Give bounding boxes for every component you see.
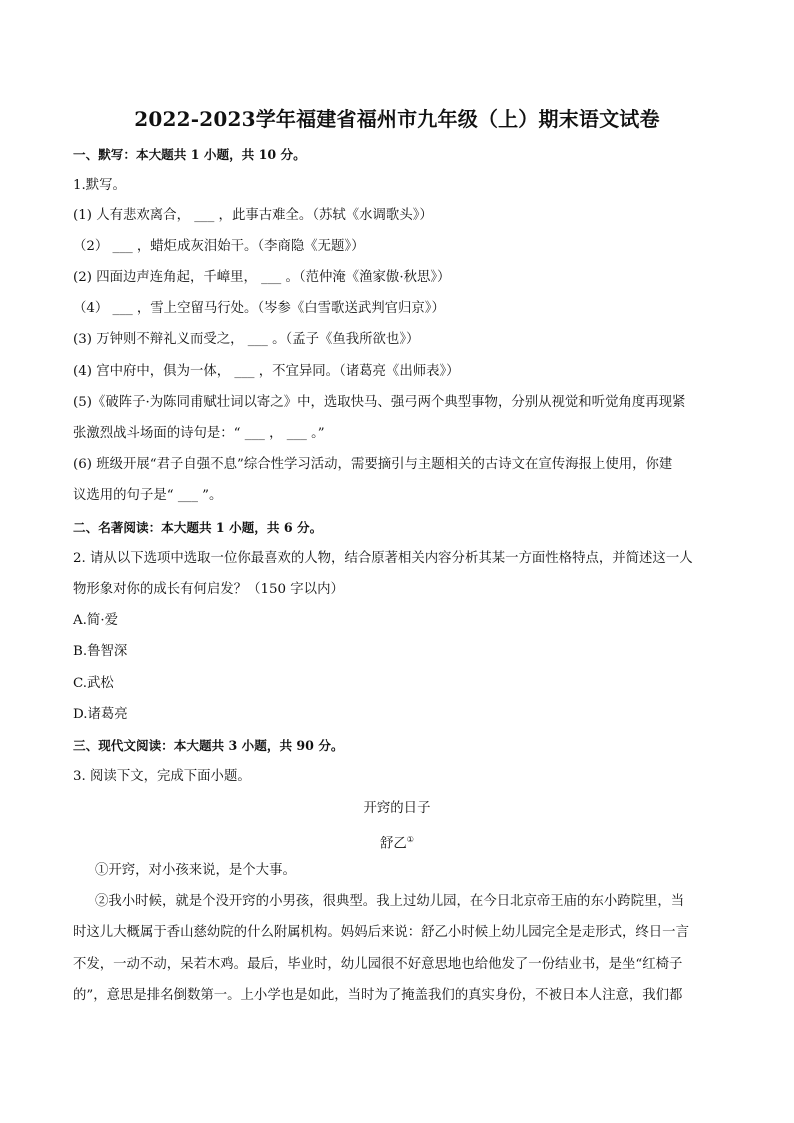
section-heading: 二、名著阅读：本大题共 1 小题，共 6 分。: [73, 520, 323, 535]
article-paragraph-line: 的”，意思是排名倒数第一。上小学也是如此，当时为了掩盖我们的真实身份，不被日本人注意，我们都: [73, 988, 683, 1003]
article-author-name: 舒乙: [380, 836, 407, 852]
article-paragraph-line: 时这儿大概属于香山慈幼院的什么附属机构。妈妈后来说：舒乙小时候上幼儿园完全是走形式，终日一言: [73, 925, 689, 940]
question-item: (3) 万钟则不辩礼义而受之， ___ 。（孟子《鱼我所欲也》）: [73, 332, 420, 347]
question-text: 2. 请从以下选项中选取一位你最喜欢的人物，结合原著相关内容分析其某一方面性格特点，并简述这一人: [73, 551, 693, 566]
question-item: (4) 宫中府中，俱为一体， ___ ，不宜异同。（诸葛亮《出师表》）: [73, 364, 460, 379]
option-item: C.武松: [73, 676, 114, 691]
option-item: D.诸葛亮: [73, 707, 128, 722]
article-paragraph-line: 不发，一动不动，呆若木鸡。最后，毕业时，幼儿园很不好意思地也给他发了一份结业书，是坐“红椅子: [73, 957, 683, 972]
article-author: [0, 831, 794, 853]
section-heading: 一、默写：本大题共 1 小题，共 10 分。: [73, 147, 306, 162]
question-text: 3. 阅读下文，完成下面小题。: [73, 769, 251, 784]
section-heading: 三、现代文阅读：本大题共 3 小题，共 90 分。: [73, 738, 344, 753]
question-text: 1.默写。: [73, 178, 126, 193]
question-item: （2） ___ ，蜡炬成灰泪始干。（李商隐《无题》）: [73, 239, 365, 254]
question-item-continued: 议选用的句子是“ ___ ”。: [73, 488, 223, 503]
footnote-marker: ①: [406, 835, 414, 844]
page-title: 2022-2023学年福建省福州市九年级（上）期末语文试卷: [134, 107, 660, 131]
question-item-continued: 张激烈战斗场面的诗句是：“ ___ ， ___ 。”: [73, 426, 325, 441]
article-title: 开窍的日子: [363, 801, 431, 816]
question-item: (6) 班级开展“君子自强不息”综合性学习活动，需要摘引与主题相关的古诗文在宣传海报上使用，你建: [73, 457, 673, 472]
question-text-continued: 物形象对你的成长有何启发？（150 字以内）: [73, 582, 344, 597]
option-item: B.鲁智深: [73, 644, 128, 659]
option-item: A.简·爱: [73, 613, 118, 628]
article-paragraph: ①开窍，对小孩来说，是个大事。: [95, 863, 296, 878]
question-item: (5)《破阵子·为陈同甫赋壮词以寄之》中，选取快马、强弓两个典型事物，分别从视觉和听觉角度再现紧: [73, 395, 686, 410]
question-item: (1) 人有悲欢离合， ___ ，此事古难全。（苏轼《水调歌头》）: [73, 208, 433, 223]
question-item: （4） ___ ，雪上空留马行处。（岑参《白雪歌送武判官归京》）: [73, 301, 445, 316]
question-item: (2) 四面边声连角起，千嶂里， ___ 。（范仲淹《渔家傲·秋思》）: [73, 270, 451, 285]
article-paragraph: ②我小时候，就是个没开窍的小男孩，很典型。我上过幼儿园，在今日北京帝王庙的东小跨院里，当: [95, 894, 685, 909]
